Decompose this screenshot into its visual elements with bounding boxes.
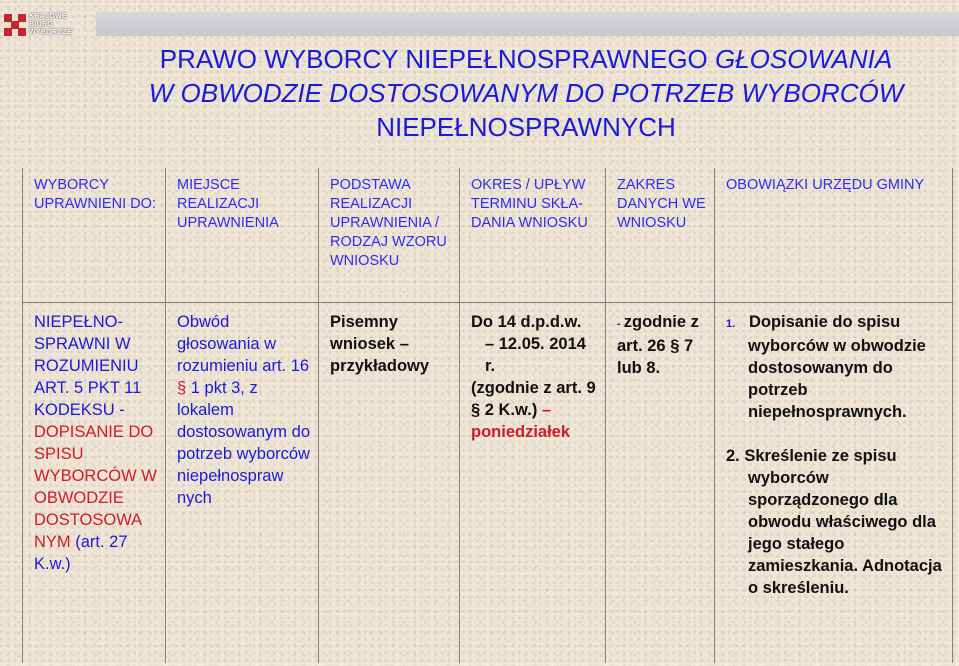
list-item: 1. Dopisanie do spisu wyborców w obwodzie dostosowanym do potrzeb niepełnosprawnych. — [726, 313, 926, 421]
rights-table — [22, 168, 953, 663]
header-cell: PODSTAWA REALIZACJI UPRAWNIENIA / RODZAJ WZORU WNIOSKU — [319, 168, 460, 303]
table-header-row — [23, 168, 953, 303]
list-item: 2. Skreślenie ze spisu wyborców sporządzonego dla obwodu właściwego dla jego stałego zamieszkania. Adnotacja o skreśleniu. — [726, 447, 942, 597]
header-cell: OBOWIĄZKI URZĘDU GMINY — [715, 168, 953, 303]
header-cell: ZAKRES DANYCH WE WNIOSKU — [606, 168, 715, 303]
logo-mark-icon — [4, 14, 26, 36]
header-cell: MIEJSCE REALIZACJI UPRAWNIENIA — [166, 168, 319, 303]
table-row — [23, 303, 953, 664]
cell-office-duties — [715, 303, 953, 664]
kbw-logo — [4, 6, 90, 44]
cell-basis: Pisemny wniosek – przykładowy — [319, 303, 460, 664]
header-cell: WYBORCY UPRAWNIENI DO: — [23, 168, 166, 303]
cell-deadline: Do 14 d.p.d.w. – 12.05. 2014 r. (zgodnie z art. 9 § 2 K.w.) – poniedziałek — [460, 303, 606, 664]
cell-data-scope: - zgodnie z art. 26 § 7 lub 8. — [606, 303, 715, 664]
page-title: PRAWO WYBORCY NIEPEŁNOSPRAWNEGO GŁOSOWANIA W OBWODZIE DOSTOSOWANYM DO POTRZEB WYBORCÓW NIEPEŁNOSPRAWNYCH — [148, 44, 904, 142]
logo-text: KRAJOWE BIURO WYBORCZE — [29, 13, 73, 36]
cell-eligible-voters: NIEPEŁNO-SPRAWNI W ROZUMIENIU ART. 5 PKT 11 KODEKSU - DOPISANIE DO SPISU WYBORCÓW W OBWODZIE DOSTOSOWA NYM (art. 27 K.w.) — [23, 303, 166, 664]
cell-place: Obwód głosowania w rozumieniu art. 16 § 1 pkt 3, z lokalem dostosowanym do potrzeb wyborców niepełnospraw nych — [166, 303, 319, 664]
header-cell: OKRES / UPŁYW TERMINU SKŁA-DANIA WNIOSKU — [460, 168, 606, 303]
header-bar — [96, 12, 959, 36]
